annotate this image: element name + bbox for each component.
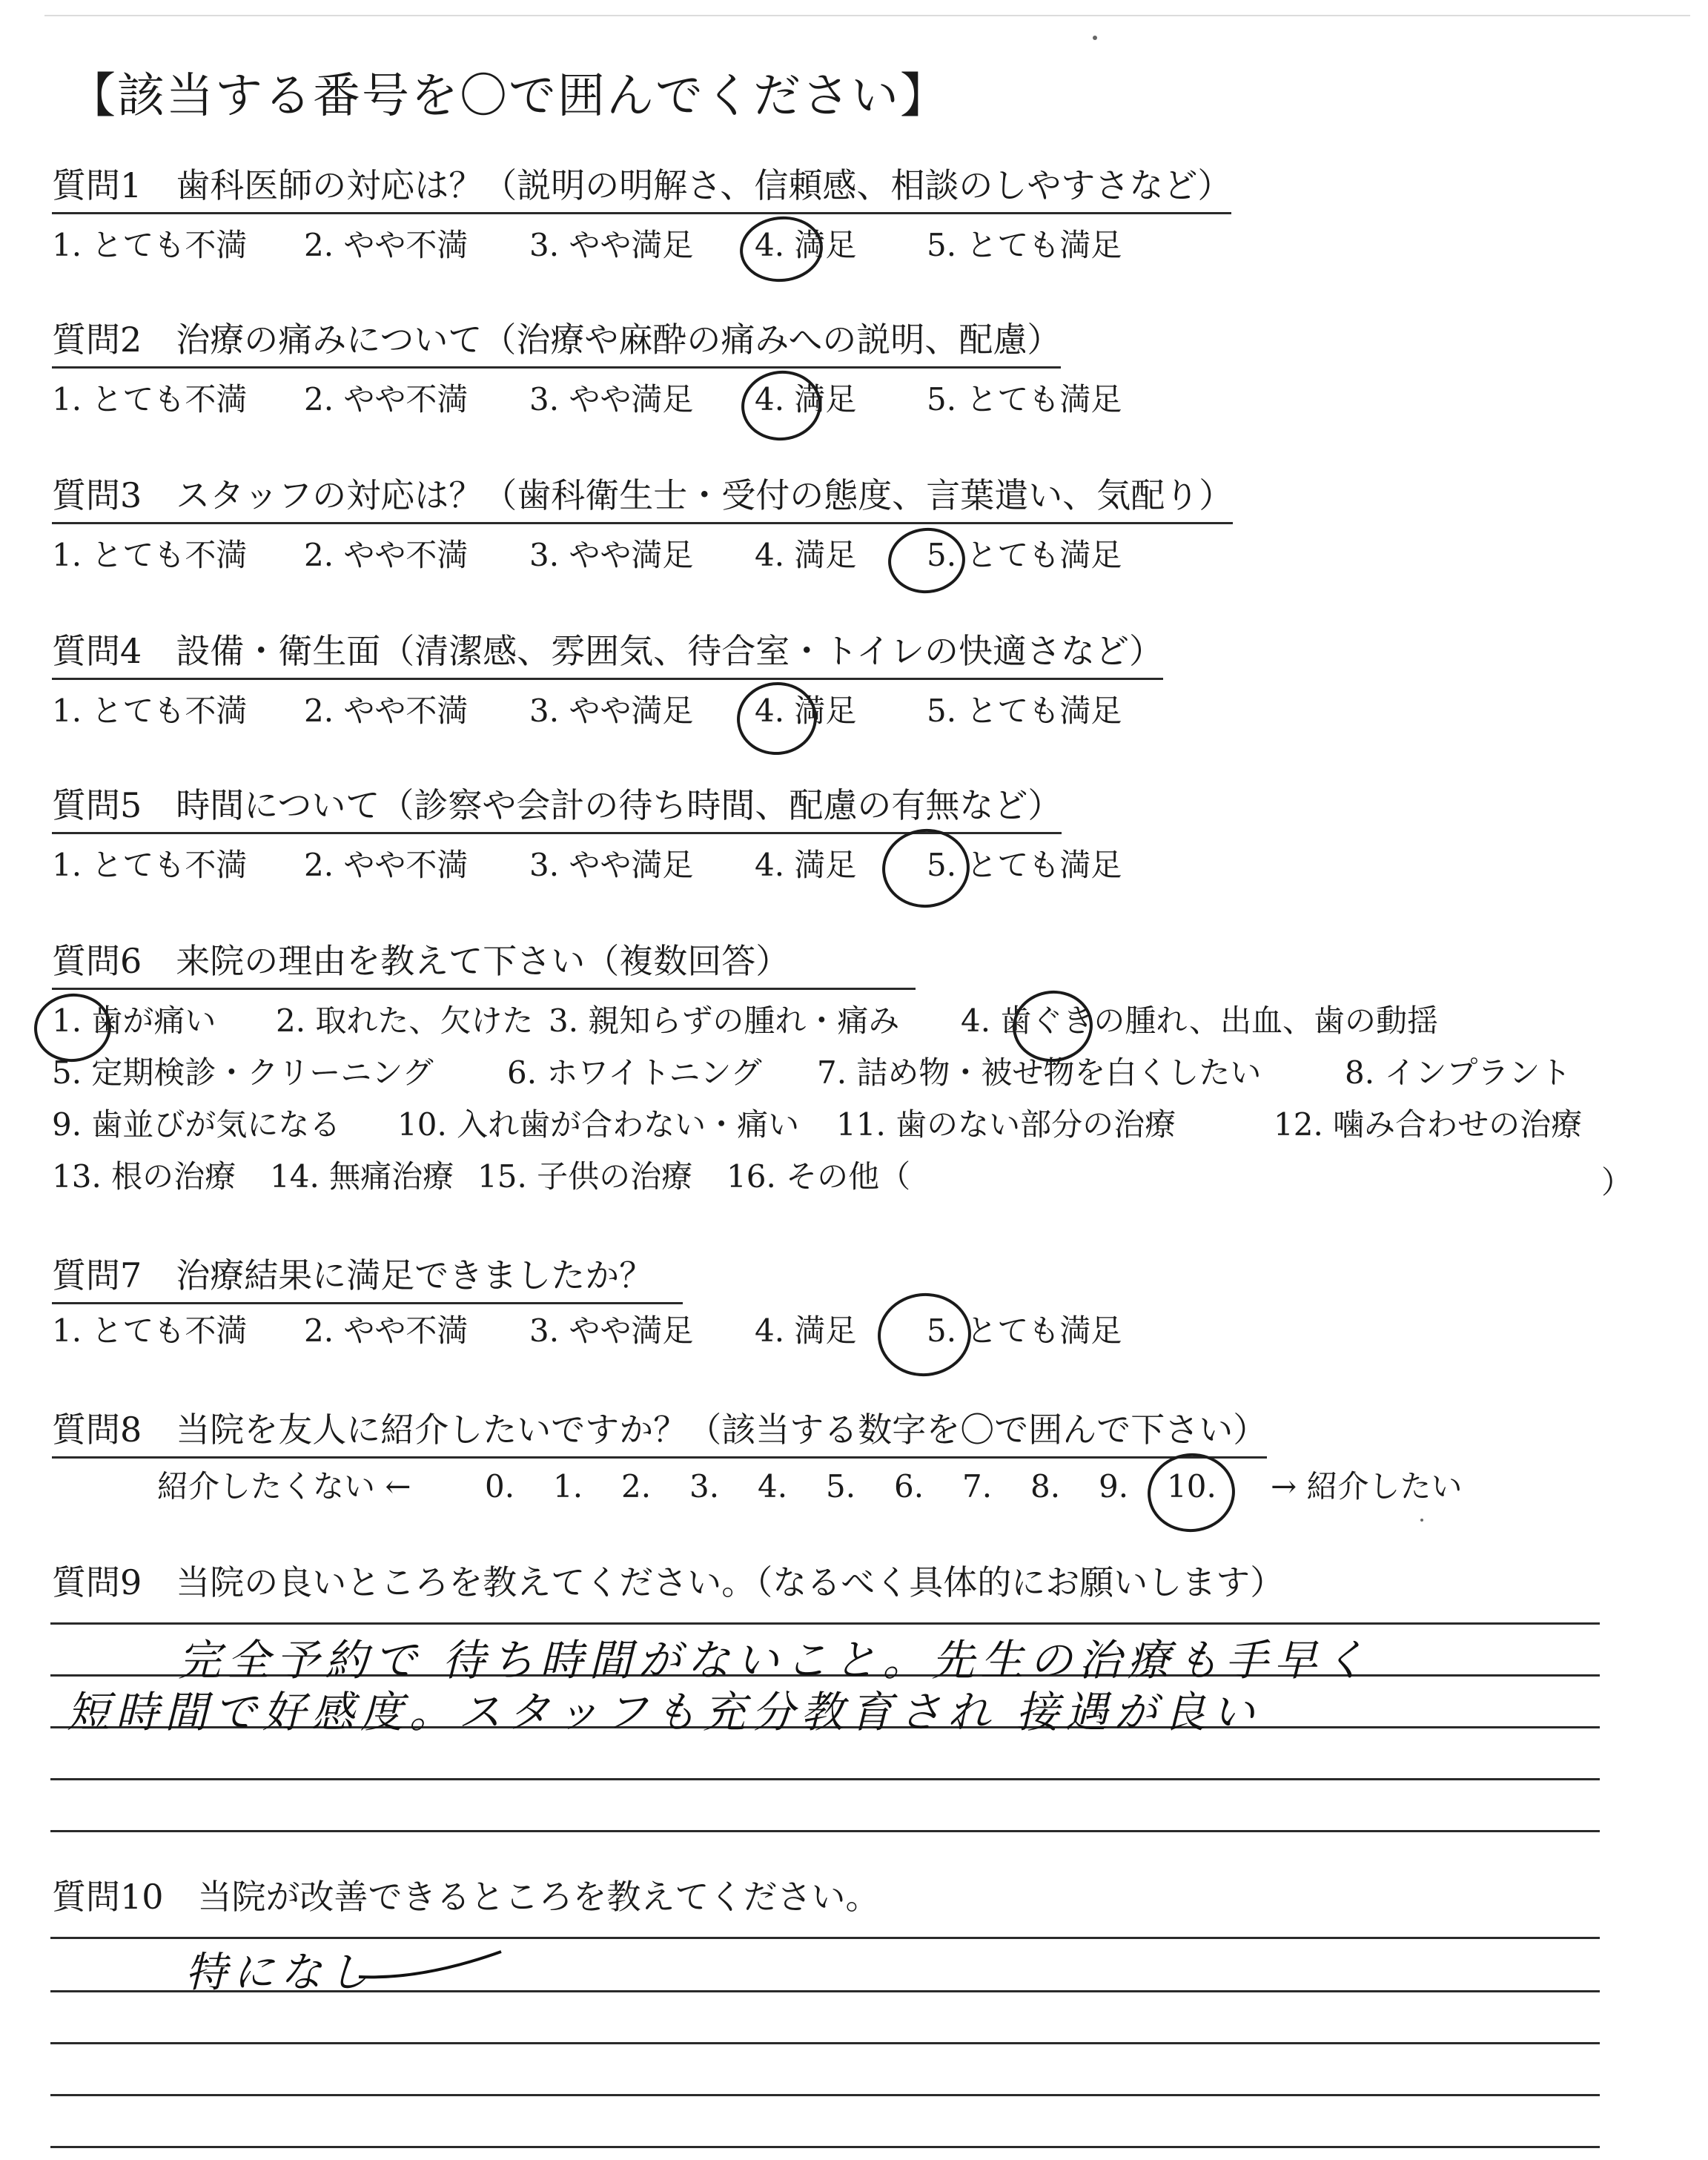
scan-speck [1093, 36, 1097, 40]
q6-options-row-2 [52, 1054, 1571, 1091]
q9-answer-line-1 [50, 1622, 1600, 1625]
q8-number-8[interactable]: 8. [1030, 1468, 1061, 1505]
q5-option-2[interactable]: 2. やや不満 [304, 847, 469, 883]
q2-option-3[interactable]: 3. やや満足 [529, 381, 694, 417]
q1-selection-circle [737, 212, 827, 285]
q4-title: 質問4 設備・衛生面（清潔感、雰囲気、待合室・トイレの快適さなど） [52, 630, 1163, 680]
q5-option-5[interactable]: 5. とても満足 [927, 847, 1122, 883]
q10-answer-line-4 [50, 2094, 1600, 2096]
q8-number-0[interactable]: 0. [485, 1468, 515, 1505]
q6-option-12[interactable]: 12. 噛み合わせの治療 [1274, 1106, 1583, 1143]
q6-option-5[interactable]: 5. 定期検診・クリーニング [52, 1054, 434, 1091]
q1-options [52, 227, 1122, 264]
q3-option-4[interactable]: 4. 満足 [755, 537, 857, 573]
q10-answer-line-5 [50, 2146, 1600, 2148]
q3-title: 質問3 スタッフの対応は？（歯科衛生士・受付の態度、言葉遣い、気配り） [52, 475, 1233, 524]
q2-option-2[interactable]: 2. やや不満 [304, 381, 469, 417]
q4-option-2[interactable]: 2. やや不満 [304, 693, 469, 729]
q2-option-4[interactable]: 4. 満足 [755, 381, 857, 417]
q8-number-4[interactable]: 4. [758, 1468, 788, 1505]
q5-title: 質問5 時間について（診察や会計の待ち時間、配慮の有無など） [52, 785, 1062, 834]
q5-option-3[interactable]: 3. やや満足 [529, 847, 694, 883]
q8-title: 質問8 当院を友人に紹介したいですか？（該当する数字を〇で囲んで下さい） [52, 1409, 1267, 1459]
q1-option-1[interactable]: 1. とても不満 [52, 227, 248, 263]
q6-option-3[interactable]: 3. 親知らずの腫れ・痛み [549, 1003, 900, 1039]
q9-answer-line-5 [50, 1830, 1600, 1832]
q8-number-10[interactable]: 10. [1167, 1468, 1217, 1505]
q6-option-1[interactable]: 1. 歯が痛い [52, 1003, 216, 1039]
q10-answer-line-1 [50, 1937, 1600, 1939]
q5-option-4[interactable]: 4. 満足 [755, 847, 857, 883]
q5-selection-circle [878, 825, 973, 912]
q2-options [52, 381, 1122, 418]
q2-title: 質問2 治療の痛みについて（治療や麻酔の痛みへの説明、配慮） [52, 319, 1061, 369]
q9-handwritten-answer-2: 短時間で好感度。スタッフも充分教育され 接遇が良い [67, 1687, 1261, 1737]
q6-option-14[interactable]: 14. 無痛治療 [270, 1158, 454, 1195]
q5-option-1[interactable]: 1. とても不満 [52, 847, 248, 883]
q2-option-5[interactable]: 5. とても満足 [927, 381, 1122, 417]
q7-option-5[interactable]: 5. とても満足 [927, 1312, 1122, 1349]
q4-option-1[interactable]: 1. とても不満 [52, 693, 248, 729]
q9-handwritten-answer-1: 完全予約で 待ち時間がないこと。先生の治療も手早く [178, 1635, 1372, 1685]
q8-number-1[interactable]: 1. [553, 1468, 583, 1505]
q10-handwritten-answer: 特になし [185, 1949, 375, 1997]
q6-other-close-paren: ） [1601, 1164, 1633, 1200]
q7-option-2[interactable]: 2. やや不満 [304, 1312, 469, 1349]
q8-number-5[interactable]: 5. [826, 1468, 856, 1505]
q9-answer-line-4 [50, 1778, 1600, 1780]
q4-option-5[interactable]: 5. とても満足 [927, 693, 1122, 729]
page-heading: 【該当する番号を〇で囲んでください】 [68, 69, 949, 124]
q3-option-3[interactable]: 3. やや満足 [529, 537, 694, 573]
q1-option-3[interactable]: 3. やや満足 [529, 227, 694, 263]
q8-selection-circle [1144, 1449, 1239, 1536]
q3-option-2[interactable]: 2. やや不満 [304, 537, 469, 573]
q4-option-4[interactable]: 4. 満足 [755, 693, 857, 729]
q8-scale [157, 1468, 1463, 1505]
q1-option-2[interactable]: 2. やや不満 [304, 227, 469, 263]
q6-options-row-4 [52, 1158, 910, 1195]
q10-title: 質問10 当院が改善できるところを教えてください。 [52, 1877, 880, 1917]
q8-number-6[interactable]: 6. [894, 1468, 924, 1505]
q8-number-7[interactable]: 7. [962, 1468, 993, 1505]
q6-title: 質問6 来院の理由を教えて下さい（複数回答） [52, 940, 916, 990]
q7-option-4[interactable]: 4. 満足 [755, 1312, 857, 1349]
q6-option-2[interactable]: 2. 取れた、欠けた [276, 1003, 534, 1039]
q3-option-5[interactable]: 5. とても満足 [927, 537, 1122, 573]
q8-number-2[interactable]: 2. [621, 1468, 652, 1505]
q6-options-row-3 [52, 1106, 1582, 1143]
q6-option-8[interactable]: 8. インプラント [1345, 1054, 1572, 1091]
q6-option-16[interactable]: 16. その他（ [726, 1158, 911, 1195]
q1-option-4[interactable]: 4. 満足 [755, 227, 857, 263]
q4-option-3[interactable]: 3. やや満足 [529, 693, 694, 729]
q3-option-1[interactable]: 1. とても不満 [52, 537, 248, 573]
q6-option-7[interactable]: 7. 詰め物・被せ物を白くしたい [817, 1054, 1262, 1091]
q2-option-1[interactable]: 1. とても不満 [52, 381, 248, 417]
q1-option-5[interactable]: 5. とても満足 [927, 227, 1122, 263]
q6-option-6[interactable]: 6. ホワイトニング [507, 1054, 762, 1091]
q1-title: 質問1 歯科医師の対応は？（説明の明解さ、信頼感、相談のしやすさなど） [52, 165, 1231, 214]
q6-option-15[interactable]: 15. 子供の治療 [477, 1158, 693, 1195]
q6-options-row-1 [52, 1003, 1438, 1040]
q6-option-11[interactable]: 11. 歯のない部分の治療 [836, 1106, 1176, 1143]
q7-selection-circle [873, 1289, 975, 1381]
page-top-rule [44, 15, 1690, 16]
q6-option-13[interactable]: 13. 根の治療 [52, 1158, 236, 1195]
q6-option-10[interactable]: 10. 入れ歯が合わない・痛い [397, 1106, 800, 1143]
q2-selection-circle [738, 367, 824, 445]
q4-selection-circle [733, 678, 821, 759]
q7-option-3[interactable]: 3. やや満足 [529, 1312, 694, 1349]
q8-number-3[interactable]: 3. [689, 1468, 720, 1505]
q8-right-label: → 紹介したい [1271, 1468, 1463, 1505]
q8-number-9[interactable]: 9. [1099, 1468, 1129, 1505]
q7-option-1[interactable]: 1. とても不満 [52, 1312, 248, 1349]
q6-option-4[interactable]: 4. 歯ぐきの腫れ、出血、歯の動揺 [961, 1003, 1438, 1039]
scan-speck-2 [1420, 1519, 1423, 1522]
q3-selection-circle [885, 524, 969, 597]
q9-title: 質問9 当院の良いところを教えてください。（なるべく具体的にお願いします） [52, 1562, 1285, 1602]
q10-answer-line-3 [50, 2042, 1600, 2044]
q4-options [52, 693, 1122, 730]
q7-title: 質問7 治療結果に満足できましたか？ [52, 1255, 683, 1304]
q8-left-label: 紹介したくない ← [157, 1468, 411, 1505]
q6-option-9[interactable]: 9. 歯並びが気になる [52, 1106, 341, 1143]
q10-trailing-pen-stroke [356, 1947, 504, 1984]
